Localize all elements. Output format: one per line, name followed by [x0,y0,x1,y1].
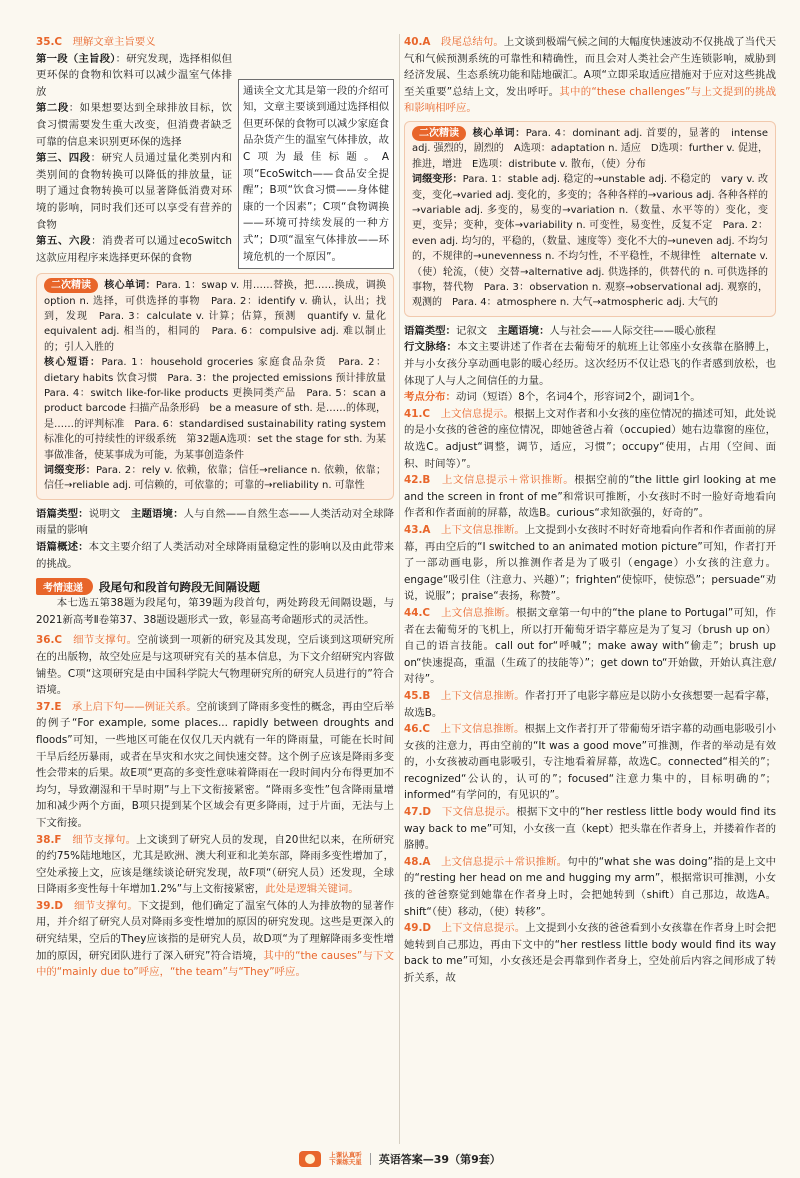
q35-number: 35.C [36,36,63,48]
q41-block [404,406,776,472]
theme-value: 人与自然——自然生态——人类活动对全球降雨量的影响 [36,507,395,537]
vocab-label: 核心单词： [472,127,526,139]
theme-value: 人与社会——人际交往——暖心旅程 [549,324,716,337]
vocab-label: 核心单词： [104,280,156,292]
q42-text: 根据空前的“the little girl looking at me and the screen in front of me”和常识可推断，小女孩时不时一脸好奇地看向作者和作者面前的屏幕，故选B。curious“求知欲强的，好奇的”。 [404,474,777,520]
q48-block [404,854,776,920]
page-footer [0,1148,800,1170]
kaoqing-badge: 考情速递 [36,578,93,595]
q39-block [36,898,394,981]
q36-number: 36.C [36,634,63,647]
kaoqing-header [36,578,394,595]
q41-type: 上文信息提示。 [440,407,515,420]
q42-type: 上文信息提示＋常识推断。 [442,474,575,487]
q41-number: 41.C [404,407,431,420]
kaoqing-text: 本七选五第38题为段尾句，第39题为段首句，两处跨段无间隔设题，与2021新高考Ⅱ卷第37、38题设题形式一致，彰显高考命题形式的灵活性。 [36,597,394,626]
q39-number: 39.D [36,899,64,912]
genre-label: 语篇类型： [404,324,456,337]
q48-number: 48.A [404,855,431,868]
q44-number: 44.C [404,606,431,619]
q42-block [404,472,776,522]
q35-type: 理解文章主旨要义 [72,36,156,48]
context-value: 本文主要讲述了作者在去葡萄牙的航班上让邻座小女孩靠在胳膊上，并与小女孩分享动画电影的暖心经历。这次经历不仅让恐飞的作者感到放松，也体现了人与人之间信任的力量。 [404,341,777,387]
genre-line [36,506,394,539]
ercijingdu-badge: 二次精读 [412,126,466,141]
brand-logo-icon [299,1151,321,1167]
p3-text: ：研究人员通过量化类别内和类别间的食物转换可以降低的排放量，证明了通过食物转换可以显著降低消费对环境的影响，同时我们还可以享受有营养的食物 [36,152,233,231]
genre-line [404,323,776,340]
q40-type: 段尾总结句。 [441,36,504,48]
q38-type: 细节支撑句。 [72,833,137,846]
p2-label: 第二段 [36,102,69,115]
q41-text: 根据上文对作者和小女孩的座位情况的描述可知，此处说的是小女孩的爸爸的座位情况，即她爸爸占着（occupied）她右边靠窗的座位，故选C。adjust“调整，调节，适应，习惯”；occupy“使用，占用（空间、面积、时间等）”。 [404,407,777,470]
p1-label: 第一段（主旨段） [36,52,116,65]
q48-text: 句中的“what she was doing”指的是上文中的“resting her head on me and hugging my arm”，根据常识可推测，小女孩的爸爸察觉到她靠在作者身上时，会把她转到（shift）自己那边，故选A。shift“（使）移动，（使）转移”。 [404,855,777,918]
right-column [404,34,776,987]
q43-block [404,522,776,605]
q38-tail: 此处是逻辑关键词。 [265,883,359,896]
q39-type: 细节支撑句。 [74,899,139,912]
q43-number: 43.A [404,523,431,536]
q36-block [36,632,394,698]
context-line [404,339,776,389]
dist-line [404,389,776,406]
q47-text: 根据下文中的“her restless little body would find its way back to me”可知，小女孩一直（kept）把头靠在作者身上，并搂着作者的胳膊。 [404,806,777,852]
q35-header [36,34,394,51]
q35-paragraph-summary [36,51,232,267]
brand-line1: 上课认真听 [329,1150,362,1159]
q44-block [404,605,776,688]
q37-number: 37.E [36,700,62,713]
summary-line [36,539,394,572]
q40-text: 上文谈到极端气候之间的大幅度快速波动不仅挑战了当代天气和气候预测系统的可靠性和精确性，而且会对人类社会产生连锁影响，威胁到经济发展、生态系统功能和陆地碳汇。A项“立即采取适应措施对于应对这些挑战至关重要”总结上文，发出呼吁。 [404,36,777,98]
q40-number: 40.A [404,36,431,48]
q35-body [36,51,394,270]
q36-type: 细节支撑句。 [73,634,138,647]
page-number: 英语答案—39（第9套） [378,1153,501,1166]
q38-text: 上文谈到了研究人员的发现，自20世纪以来，在所研究的约75%陆地地区，尤其是欧洲、澳大利亚和北美东部，降雨多变性增加了，空处承接上文，应该是继续谈论研究发现，故F项“（研究人员）还发现，全球日降雨多变性每十年增加1.2%”与上文衔接紧密， [36,833,395,896]
brand-slogan [329,1152,362,1167]
q37-text: 空前谈到了降雨多变性的概念，再由空后举的例子“For example, some places... rapidly between droughts and floods”可知，一些地区可能在仅仅几天内就有一年的降雨量，可能在长时间干旱后经历暴雨，或者在旱灾和水灾之间快速交替。这个例子应该是降雨多变性会带来的后果。故E项“更高的多变性意味着降雨在一段时间内分布得更加不均匀，导致潮湿和干旱时期”与上下文衔接紧密。“降雨多变性”包含降雨量增加和减少两个方面，B项只提到某个区域会有更多降雨，过于片面，无法与上下文衔接。 [36,700,395,829]
q48-type: 上文信息提示＋常识推断。 [441,855,568,868]
kaoqing-title: 段尾句和段首句跨段无间隔设题 [99,579,260,594]
vocab-text: Para. 1：swap v. 用……替换，把……换成，调换 option n. 选择，可供选择的事物 Para. 2：identify v. 确认，认出；找到，发现 Para. 3：calculate v. 计算；估算，预测 quantify v. 量化 equivalent adj. 相当的，相同的 Para. 6：compulsive adj. 难以制止的；引人入胜的 [44,280,397,353]
q46-type: 上下文信息推断。 [440,723,525,736]
summary-label: 语篇概述： [36,541,89,553]
summary-value: 本文主要介绍了人类活动对全球降雨量稳定性的影响以及由此带来的挑战。 [36,541,395,570]
ercijingdu-badge: 二次精读 [44,278,98,293]
vocab-text: Para. 4：dominant adj. 首要的，显著的 intense adj. 强烈的，剧烈的 A选项：adaptation n. 适应 D选项：further v. 促进，推进，增进 E选项：distribute v. 散布，（使）分布 [412,127,769,170]
phrase-label: 核心短语： [44,357,102,369]
q45-type: 上下文信息推断。 [440,689,525,702]
q39-text: 下文提到，他们确定了温室气体的人为排放物的显著作用，并介绍了研究人员对降雨多变性增加的原因的研究发现。这些是更深入的研究结果，空后的They应该指的是研究人员，故D项“为了理解降雨多变性增加的原因，研究团队进行了深入研究”符合语境， [36,899,395,962]
p1-text: ：研究发现，选择相似但更环保的食物和饮料可以减少温室气体排放 [36,52,232,98]
brand-line2: 下课练天星 [329,1158,362,1166]
q39-tail: 其中的“the causes”与下文中的“mainly due to”呼应，“the team”与“They”呼应。 [36,949,394,979]
q35-note-text: 通读全文尤其是第一段的介绍可知，文章主要谈到通过选择相似但更环保的食物可以减少家庭食品杂货产生的温室气体排放，故C项为最佳标题。A项“EcoSwitch——食品安全提醒”；B项“饮食习惯——身体健康的一个因素”；C项“食物调换——环境可持续发展的一种方式”；D项“温室气体排放——环境危机的一个原因”。 [243,84,389,263]
q40-tail: 其中的“these challenges”与上文提到的挑战和影响相呼应。 [404,85,776,115]
left-column [36,34,397,981]
p56-label: 第五、六段 [36,235,92,248]
dist-label: 考点分布： [404,391,456,404]
dist-value: 动词（短语）8个，名词4个，形容词2个，副词1个。 [455,391,701,404]
q47-block [404,804,776,854]
q46-block [404,721,776,804]
q47-type: 下文信息提示。 [441,806,517,819]
q49-block [404,920,776,986]
theme-label: 主题语境： [497,324,550,337]
q43-type: 上下文信息推断。 [441,523,525,536]
context-label: 行文脉络： [404,341,458,354]
q42-number: 42.B [404,474,431,487]
phrase-text: Para. 1：household groceries 家庭食品杂货 Para. 2：dietary habits 饮食习惯 Para. 3：the projected emissions 预计排放量 Para. 4：switch like-for-like products 更换同类产品 Para. 5：scan a product barcode 扫描产品条形码 be a measure of sth. 是……的体现，是……的评判标准 Para. 6：standardised sustainability rating system 标准化的可持续性的评级系统 第32题A选项：set the stage for sth. 为某事做准备，使某事成为可能，为某事创造条件 [44,357,396,461]
column-divider [399,34,400,1144]
genre-label: 语篇类型： [36,507,89,520]
left-ercijingdu-section [36,273,397,500]
q45-number: 45.B [404,689,431,702]
footer-separator [370,1153,371,1165]
deriv-text: Para. 2：rely v. 依赖，依靠；信任→reliance n. 依赖，依靠；信任→reliable adj. 可信赖的，可依靠的；可靠的→reliability n. 可靠性 [44,465,387,492]
deriv-text: Para. 1：stable adj. 稳定的→unstable adj. 不稳定的 vary v. 改变，变化→varied adj. 变化的，多变的；各种各样的→various adj. 各种各样的→variable adj. 多变的，易变的→variation n.（数量、水平等的）变化，变更，变异；变种，变体→variability n. 可变性，易变性，反复不定 Para. 2：even adj. 均匀的，平稳的，（数量、速度等）变化不大的→uneven adj. 不均匀的，不规律的→unevenness n. 不均匀性，不平稳性，不规律性 alternate v.（使）轮流，（使）交替→alternative adj. 供选择的，供替代的 n. 可供选择的事物，替代物 Para. 3：observation n. 观察→observational adj. 观察的，观测的 Para. 4：atmosphere n. 大气→atmospheric adj. 大气的 [412,174,768,309]
q45-text: 作者打开了电影字幕应是以防小女孩想要一起看字幕，故选B。 [404,689,777,719]
deriv-label: 词缀变形： [44,465,96,476]
q38-block [36,832,394,898]
q40-block [404,34,776,117]
q38-number: 38.F [36,833,62,846]
q46-number: 46.C [404,723,431,736]
q35-note-box [238,79,394,270]
p56-text: ：消费者可以通过ecoSwitch这款应用程序来选择更环保的食物 [36,235,232,264]
p3-label: 第三、四段 [36,152,91,165]
q37-block [36,699,394,832]
q46-text: 根据上文作者打开了带葡萄牙语字幕的动画电影吸引小女孩的注意力，再由空前的“It was a good move”可推测，作者的举动是有效的，小女孩被动画电影吸引，专注地看着屏幕，故选C。connected“相关的”；recognized“公认的，认可的”；focused“注意力集中的，目标明确的”；informed“有学问的，有见识的”。 [404,723,777,802]
q44-type: 上文信息推断。 [441,606,516,619]
p2-text: ：如果想要达到全球排放目标，饮食习惯需要发生重大改变，但消费者缺乏可靠的信息来识别更环保的选择 [36,102,233,148]
deriv-label: 词缀变形： [412,174,463,186]
q44-text: 根据文章第一句中的“the plane to Portugal”可知，作者在去葡萄牙的飞机上，所以打开葡萄牙语字幕应是为了复习（brush up on）自己的语言技能。call out for“呼喊”；make away with“偷走”；brush up on“快速提高，重温（生疏了的技能等）”；get down to“开始做，开始认真注意/对待”。 [404,606,777,686]
theme-label: 主题语境： [130,507,184,520]
genre-value: 记叙文 [455,324,488,337]
right-ercijingdu-section [404,121,776,317]
q49-number: 49.D [404,922,432,935]
q47-number: 47.D [404,806,432,819]
q37-type: 承上启下句——例证关系。 [71,700,197,713]
q36-text: 空前谈到一项新的研究及其发现，空后谈到这项研究所在的出版物，故空处应是与这项研究有关的基本信息，为下文介绍研究内容做铺垫。C项“这项研究是由中国科学院大气物理研究所的研究人员进行的”符合语境。 [36,634,395,697]
q43-text: 上文提到小女孩时不时好奇地看向作者和作者面前的屏幕，再由空后的“I switched to an animated motion picture”可知，作者打开了一部动画电影，所以推测作者是为了吸引（engage）小女孩的注意力。engage“吸引住（注意力、兴趣）”；frighten“使惊吓，使惊恐”；persuade“劝说，说服”；praise“表扬，称赞”。 [404,523,777,603]
q49-text: 上文提到小女孩的爸爸看到小女孩靠在作者身上时会把她转到自己那边，再由下文中的“her restless little body would find its way back to me”可知，小女孩还是会再靠到作者身上，空处前后内容之间形成了转折关系，故 [404,922,776,984]
q49-type: 上下文信息提示。 [441,922,526,935]
genre-value: 说明文 [88,507,121,520]
q45-block [404,688,776,721]
